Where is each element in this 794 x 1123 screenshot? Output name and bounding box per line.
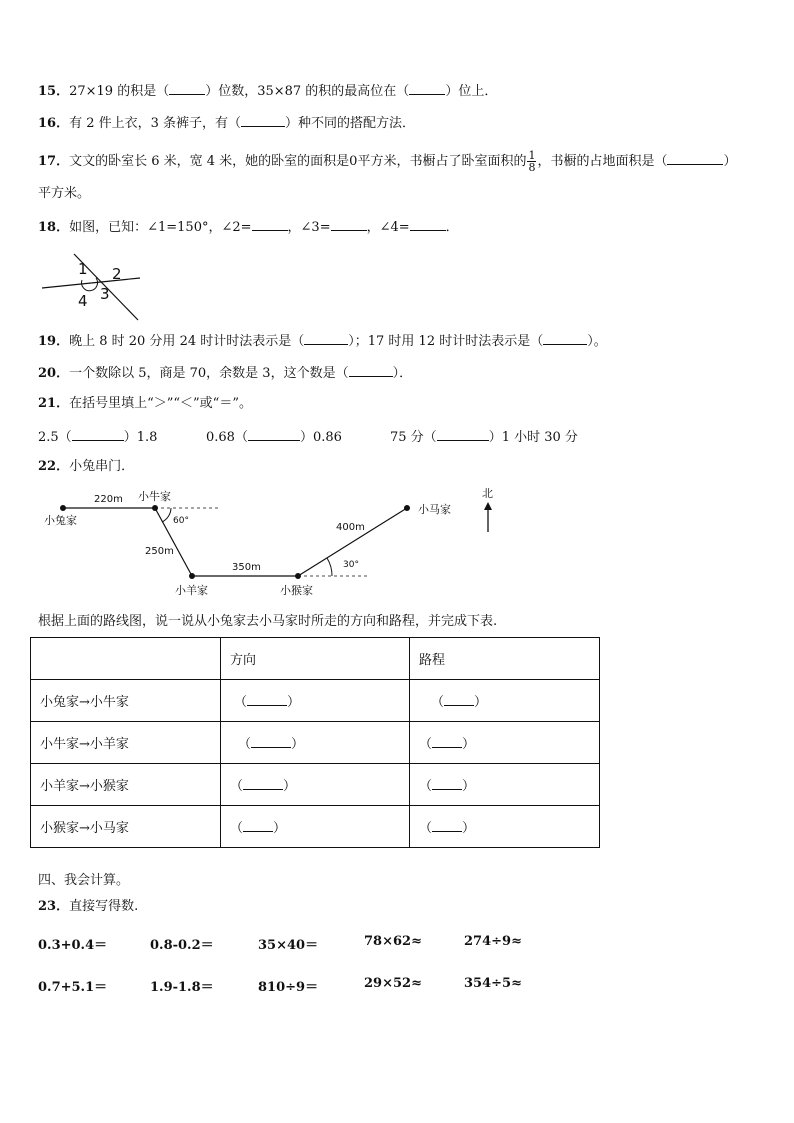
distance-cell[interactable]: （ ） (410, 806, 600, 848)
table-row (31, 722, 600, 764)
label-sheep: 小羊家 (175, 584, 208, 597)
answer-blank[interactable] (667, 152, 723, 165)
north-label: 北 (482, 487, 493, 500)
north-arrowhead-icon (484, 502, 492, 510)
answer-blank[interactable] (241, 114, 285, 127)
answer-blank[interactable] (248, 428, 300, 441)
angle-arc (82, 278, 98, 291)
point-rabbit (60, 505, 66, 511)
answer-blank[interactable] (437, 428, 489, 441)
distance-cell[interactable]: （ ） (410, 764, 600, 806)
distance-220: 220m (94, 494, 123, 505)
answer-blank[interactable] (410, 218, 446, 231)
calc-item: 354÷5≈ (464, 976, 522, 991)
answer-blank[interactable] (72, 428, 124, 441)
answer-blank[interactable] (169, 82, 205, 95)
table-row (31, 764, 600, 806)
angle-figure (38, 248, 148, 324)
compare-item-1: 2.5（ ）1.8 (38, 430, 158, 445)
header-cell-distance: 路程 (410, 638, 600, 680)
header-cell-direction: 方向 (221, 638, 410, 680)
distance-400: 400m (336, 522, 365, 533)
label-horse: 小马家 (418, 503, 451, 516)
route-map (30, 480, 510, 605)
direction-cell[interactable]: （ ） (221, 680, 410, 722)
route-cell: 小羊家→小猴家 (31, 764, 221, 806)
answer-blank[interactable] (247, 693, 287, 706)
calc-item: 0.3+0.4＝ (38, 938, 108, 953)
route-table (30, 637, 600, 848)
answer-blank[interactable] (432, 819, 462, 832)
angle-label-60: 60° (173, 516, 189, 526)
question-20: 20．一个数除以 5，商是 70，余数是 3，这个数是（ ）． (38, 366, 413, 381)
question-17: 17．文文的卧室长 6 米，宽 4 米，她的卧室的面积是0平方米，书橱占了卧室面积的 $\frac{1}{8}$ ，书橱的占地面积是（ ） (38, 149, 737, 174)
label-rabbit: 小兔家 (44, 514, 77, 527)
label-cow: 小牛家 (138, 490, 171, 503)
calc-item: 810÷9＝ (258, 980, 319, 995)
point-sheep (189, 573, 195, 579)
point-monkey (295, 573, 301, 579)
angle-arc-30 (327, 558, 332, 576)
calc-item: 0.7+5.1＝ (38, 980, 108, 995)
answer-blank[interactable] (251, 735, 291, 748)
question-17-line2: 平方米。 (38, 186, 91, 201)
question-21: 21．在括号里填上“＞”“＜”或“＝”。 (38, 396, 252, 411)
calc-item: 0.8-0.2＝ (150, 938, 214, 953)
angle-label-4: 4 (78, 292, 88, 310)
compare-item-3: 75 分（ ）1 小时 30 分 (390, 430, 578, 445)
fraction: $\frac{1}{8}$ (528, 149, 536, 174)
route-cell: 小猴家→小马家 (31, 806, 221, 848)
question-22: 22．小兔串门． (38, 459, 135, 474)
question-19: 19．晚上 8 时 20 分用 24 时计时法表示是（ ）；17 时用 12 时计时法表示是（ ）。 (38, 334, 607, 349)
horizontal-line (42, 278, 140, 288)
answer-blank[interactable] (243, 819, 273, 832)
point-cow (152, 505, 158, 511)
question-23: 23．直接写得数. (38, 899, 139, 914)
point-horse (404, 505, 410, 511)
calc-item: 274÷9≈ (464, 934, 522, 949)
distance-350: 350m (232, 562, 261, 573)
angle-label-2: 2 (112, 265, 122, 283)
distance-250: 250m (145, 546, 174, 557)
route-cell: 小牛家→小羊家 (31, 722, 221, 764)
table-row (31, 680, 600, 722)
table-instruction: 根据上面的路线图，说一说从小兔家去小马家时所走的方向和路程，并完成下表. (38, 614, 498, 629)
distance-cell[interactable]: （ ） (410, 722, 600, 764)
calc-item: 35×40＝ (258, 938, 319, 953)
answer-blank[interactable] (543, 332, 587, 345)
angle-label-1: 1 (78, 260, 88, 278)
question-18: 18．如图，已知：∠1=150°，∠2= ，∠3= ，∠4= ． (38, 220, 459, 235)
question-16: 16．有 2 件上衣，3 条裤子，有（ ）种不同的搭配方法． (38, 116, 416, 131)
angle-label-3: 3 (100, 285, 110, 303)
answer-blank[interactable] (252, 218, 288, 231)
calc-item: 1.9-1.8＝ (150, 980, 214, 995)
calc-item: 29×52≈ (364, 976, 422, 991)
route-cell: 小兔家→小牛家 (31, 680, 221, 722)
answer-blank[interactable] (432, 777, 462, 790)
answer-blank[interactable] (409, 82, 445, 95)
table-row (31, 806, 600, 848)
answer-blank[interactable] (444, 693, 474, 706)
table-header-row (31, 638, 600, 680)
answer-blank[interactable] (243, 777, 283, 790)
question-15: 15．27×19 的积是（ ）位数，35×87 的积的最高位在（ ）位上． (38, 84, 498, 99)
answer-blank[interactable] (432, 735, 462, 748)
label-monkey: 小猴家 (280, 584, 313, 597)
angle-arc-60 (162, 508, 171, 522)
section-heading: 四、我会计算。 (38, 873, 130, 888)
direction-cell[interactable]: （ ） (221, 722, 410, 764)
angle-label-30: 30° (343, 560, 359, 570)
distance-cell[interactable]: （ ） (410, 680, 600, 722)
answer-blank[interactable] (331, 218, 367, 231)
direction-cell[interactable]: （ ） (221, 806, 410, 848)
header-cell-empty (31, 638, 221, 680)
answer-blank[interactable] (349, 364, 393, 377)
answer-blank[interactable] (304, 332, 348, 345)
calc-item: 78×62≈ (364, 934, 422, 949)
compare-item-2: 0.68（ ）0.86 (206, 430, 342, 445)
direction-cell[interactable]: （ ） (221, 764, 410, 806)
